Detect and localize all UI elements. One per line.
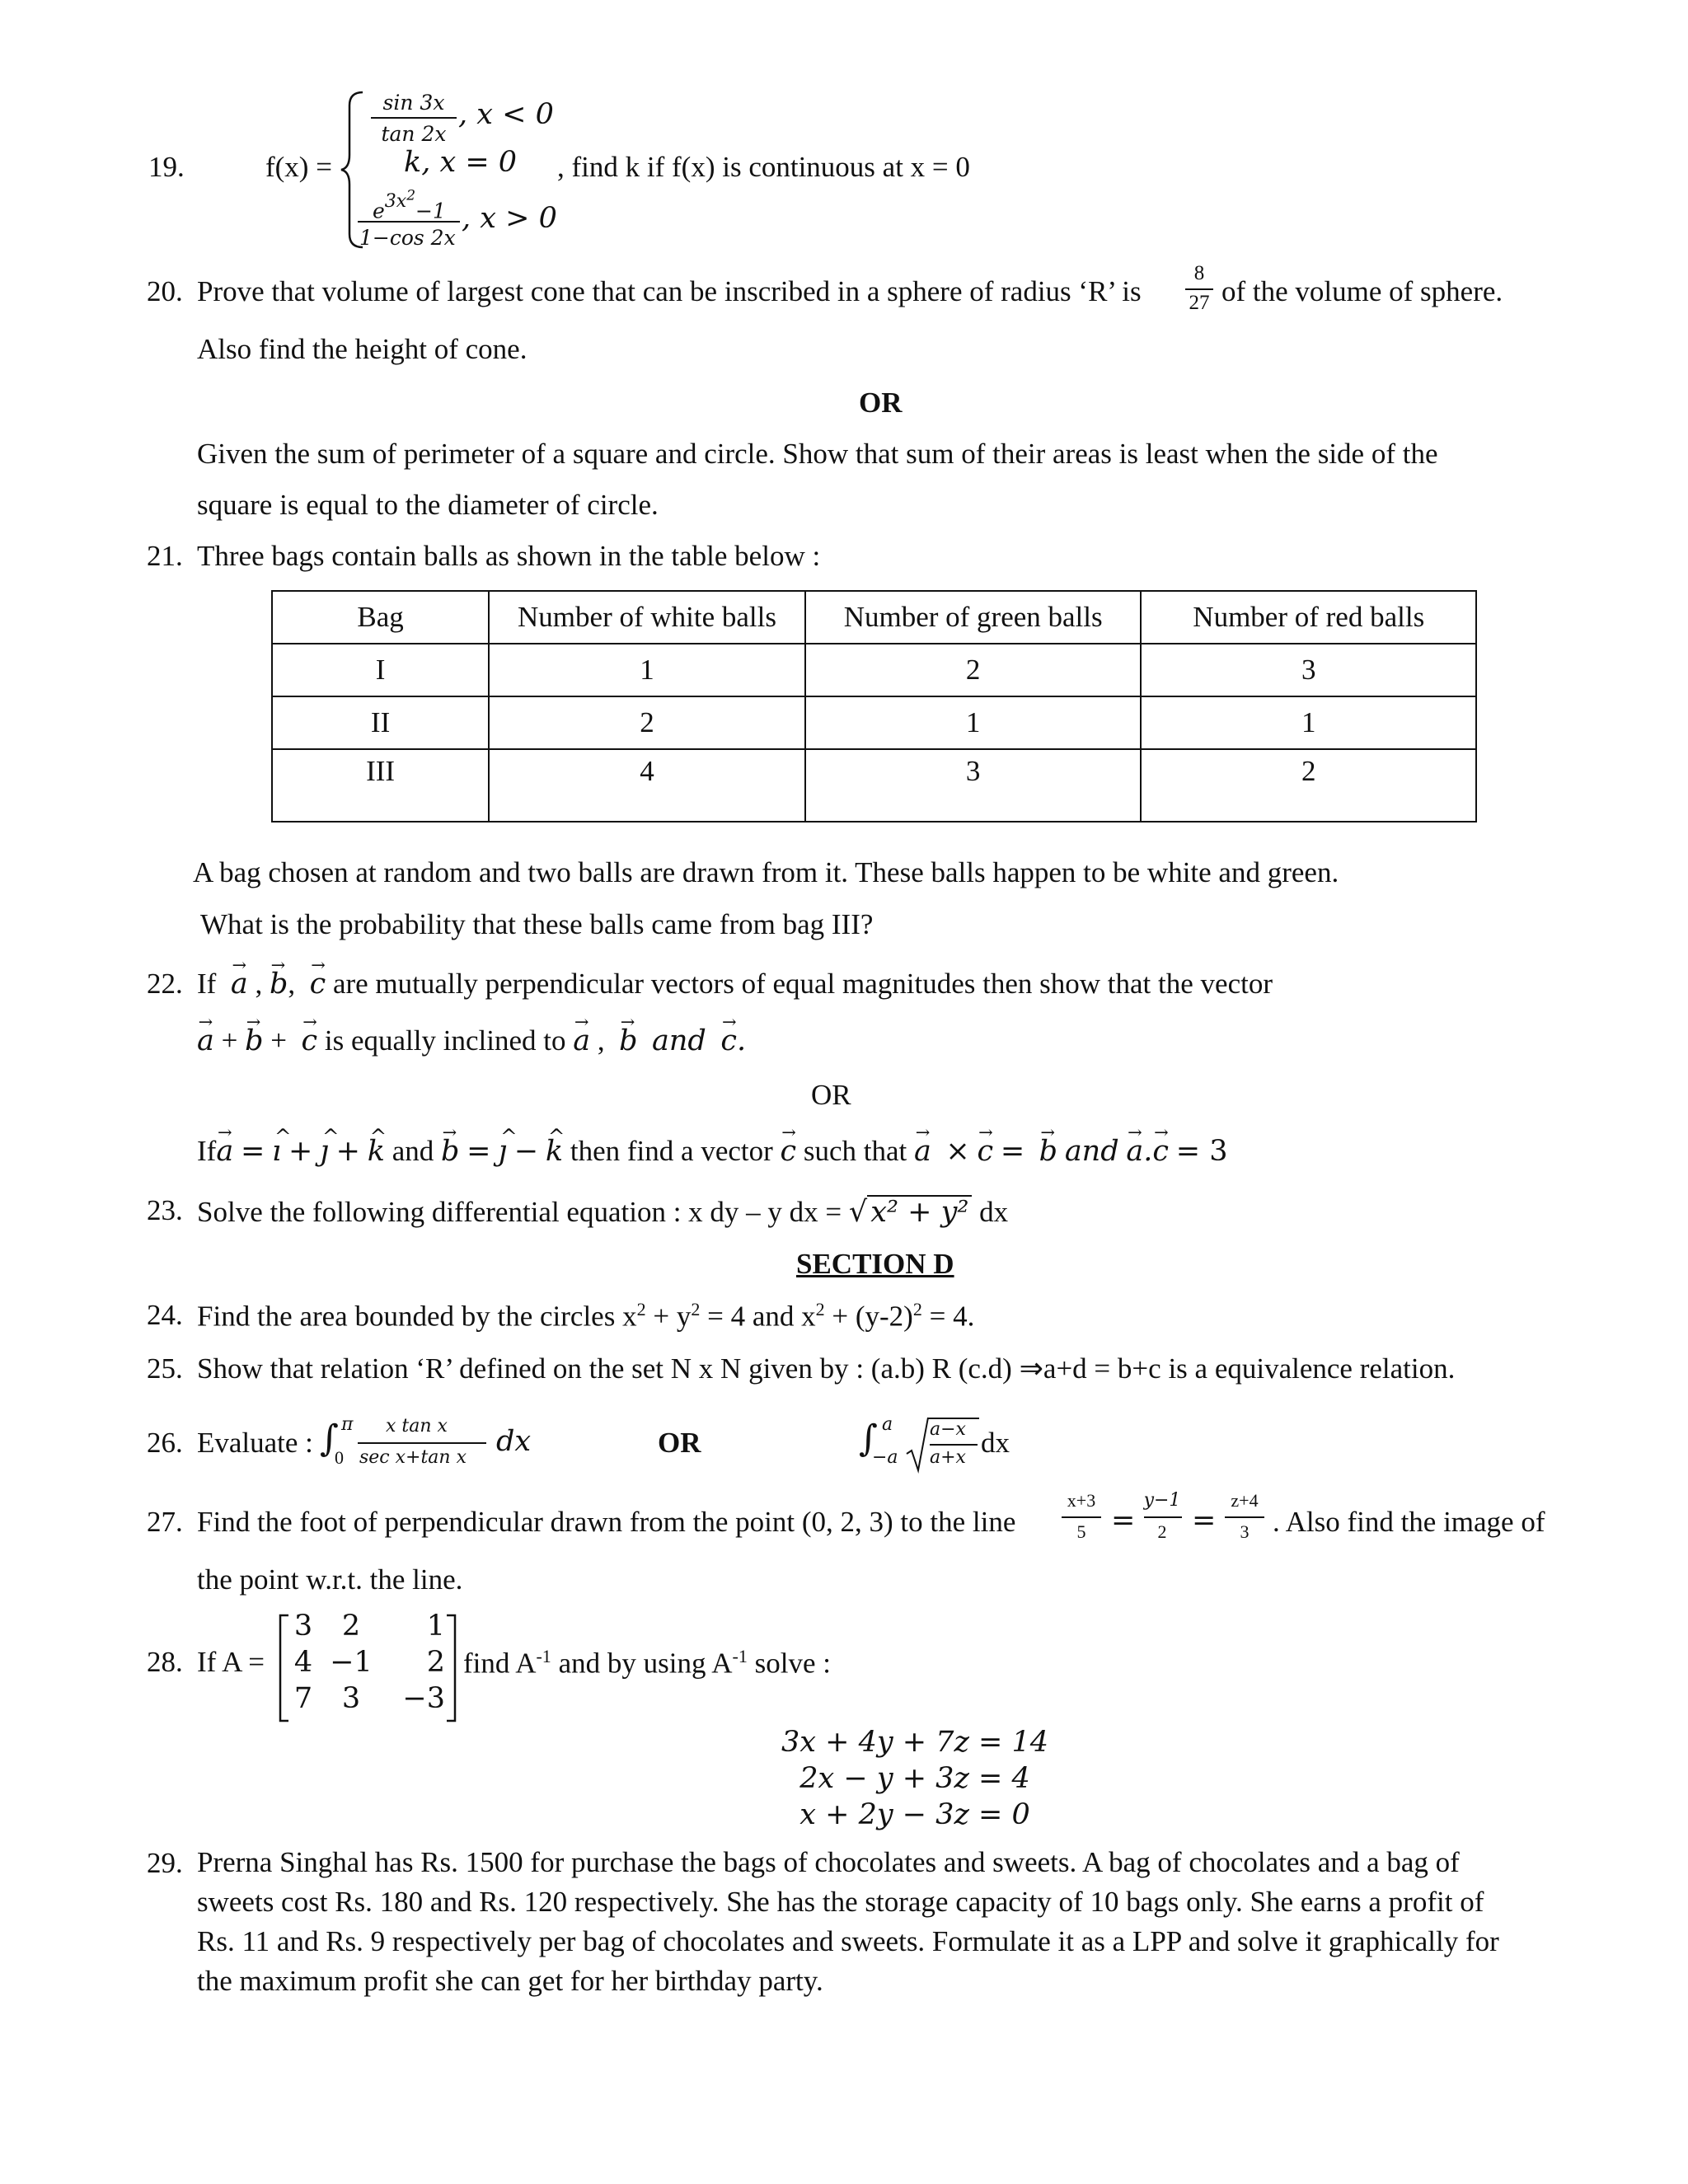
table-cell: 1: [805, 696, 1142, 749]
radical-icon: [905, 1416, 930, 1474]
table-cell: I: [272, 644, 489, 696]
integrand-numerator: x tan x: [386, 1416, 448, 1436]
table-row: [272, 644, 1476, 696]
table-cell: III: [272, 749, 489, 822]
case1-numerator: sin 3x: [382, 91, 445, 115]
equation: 2x − y + 3z = 4: [799, 1762, 1030, 1795]
question-number: 27.: [147, 1506, 183, 1538]
table-cell: 3: [805, 749, 1142, 822]
fraction-bar: [1144, 1516, 1182, 1518]
question-line: If → a , → b, → c are mutually perpendicular vectors of equal magnitudes then show that the vector: [197, 968, 1273, 1001]
question-text: Find the area bounded by the circles $x^2 + y^2 = 4$ and $x^2 + (y-2)^2 = 4$.: [197, 1299, 975, 1333]
fraction-denominator: 2: [1157, 1521, 1167, 1542]
matrix-row: 4 −1 2: [293, 1646, 445, 1679]
question-number: 19.: [148, 151, 185, 183]
question-text: . Also find the image of: [1273, 1506, 1545, 1538]
integral-icon: ∫: [859, 1418, 878, 1460]
fraction-bar: [1062, 1516, 1101, 1518]
or-separator: OR: [859, 387, 903, 419]
table-cell: 1: [1141, 696, 1476, 749]
integral-lower-limit: 0: [335, 1447, 344, 1468]
table-header: Number of red balls: [1141, 591, 1476, 644]
question-label: Evaluate :: [197, 1427, 313, 1459]
fraction-denominator: 27: [1189, 292, 1210, 314]
matrix-label: If A =: [197, 1646, 265, 1678]
vector-c: → c: [310, 968, 326, 1001]
question-text: find $A^{-1}$ and by using $A^{-1}$ solve :: [463, 1646, 831, 1680]
integrand-denominator: sec x+tan x: [359, 1447, 467, 1468]
fraction-numerator: z+4: [1231, 1490, 1259, 1511]
fraction-denominator: 3: [1240, 1521, 1250, 1542]
differential: dx: [496, 1425, 532, 1458]
case3-numerator: $e^{3x^2}-1$: [373, 188, 446, 223]
question-text: Also find the height of cone.: [197, 333, 528, 365]
or-separator: OR: [658, 1427, 701, 1459]
integrand-denominator: a+x: [930, 1447, 966, 1468]
case2: k, x = 0: [404, 146, 518, 179]
paragraph-line: sweets cost Rs. 180 and Rs. 120 respectively. She has the storage capacity of 10 bags only. She earns a profit of: [197, 1886, 1484, 1918]
table-cell: 2: [489, 696, 805, 749]
question-line: → a + → b + → c is equally inclined to → a , → b and → c.: [197, 1025, 746, 1057]
section-heading: SECTION D: [796, 1248, 954, 1280]
case1-denominator: tan 2x: [381, 122, 447, 146]
integral-upper-limit: π: [341, 1414, 354, 1435]
question-number: 23.: [147, 1194, 183, 1226]
case1-condition: , x < 0: [458, 98, 554, 131]
table-cell: 4: [489, 749, 805, 822]
question-text: What is the probability that these balls came from bag III?: [200, 908, 874, 940]
question-number: 20.: [147, 275, 183, 307]
question-number: 28.: [147, 1646, 183, 1678]
question-text: Find the foot of perpendicular drawn from the point (0, 2, 3) to the line: [197, 1506, 1016, 1538]
fraction-bar: [1225, 1516, 1264, 1518]
equals: =: [1192, 1504, 1217, 1537]
paragraph-line: Rs. 11 and Rs. 9 respectively per bag of chocolates and sweets. Formulate it as a LPP and solve it graphically for: [197, 1925, 1499, 1957]
question-text: the point w.r.t. the line.: [197, 1563, 463, 1596]
fraction-numerator: 8: [1193, 262, 1205, 284]
right-bracket-icon: [445, 1614, 458, 1722]
fraction-bar: [1185, 288, 1213, 290]
matrix-row: 3 2 1: [293, 1610, 445, 1643]
or-separator: OR: [811, 1079, 851, 1111]
case3-condition: , x > 0: [462, 202, 557, 235]
question-text: , find k if f(x) is continuous at x = 0: [557, 151, 970, 183]
question-number: 24.: [147, 1299, 183, 1331]
question-text: square is equal to the diameter of circle.: [197, 489, 659, 521]
question-number: 29.: [147, 1847, 183, 1879]
question-line: If→ a = ^ ı + ^ ȷ + ^ k and → b = ^ ȷ − ^ k then find a vector → c such that → a × → c = → b and → a.→ c = 3: [197, 1136, 1228, 1168]
question-number: 26.: [147, 1427, 183, 1459]
question-number: 25.: [147, 1352, 183, 1385]
fraction-numerator: y−1: [1143, 1490, 1181, 1511]
balls-table: [271, 590, 1477, 823]
fraction-numerator: x+3: [1067, 1490, 1096, 1511]
fraction-denominator: 5: [1076, 1521, 1086, 1542]
function-label: f(x) =: [265, 151, 332, 183]
equation: 3x + 4y + 7z = 14: [781, 1726, 1049, 1759]
integrand-numerator: a−x: [930, 1419, 966, 1440]
table-cell: 2: [805, 644, 1142, 696]
equals: =: [1111, 1504, 1136, 1537]
table-cell: II: [272, 696, 489, 749]
equation: x + 2y − 3z = 0: [799, 1798, 1030, 1831]
table-cell: 3: [1141, 644, 1476, 696]
fraction-bar: [930, 1444, 978, 1446]
table-header: Bag: [272, 591, 489, 644]
table-cell: 1: [489, 644, 805, 696]
vector-b: → b: [270, 968, 288, 1001]
paragraph-line: the maximum profit she can get for her birthday party.: [197, 1965, 823, 1997]
question-number: 21.: [147, 540, 183, 572]
integral-lower-limit: −a: [872, 1447, 898, 1468]
equation-system: [742, 1724, 1088, 1833]
integral-icon: ∫: [320, 1418, 339, 1460]
matrix-row: 7 3 −3: [293, 1682, 445, 1715]
question-number: 22.: [147, 968, 183, 1000]
vector-a: → a: [231, 968, 248, 1001]
table-row: [272, 749, 1476, 822]
table-row: [272, 696, 1476, 749]
question-text: Given the sum of perimeter of a square and circle. Show that sum of their areas is least when the side of the: [197, 438, 1438, 470]
fraction-bar: [358, 221, 460, 223]
question-text: Show that relation ‘R’ defined on the set N x N given by : (a.b) R (c.d) ⇒a+d = b+c is a equivalence relation.: [197, 1352, 1456, 1385]
fraction-bar: [358, 1442, 486, 1444]
paragraph-line: Prerna Singhal has Rs. 1500 for purchase the bags of chocolates and sweets. A bag of chocolates and a bag of: [197, 1846, 1460, 1878]
question-text: of the volume of sphere.: [1221, 275, 1503, 307]
square-root: x² + y²: [867, 1195, 972, 1229]
question-line: Solve the following differential equation : x dy – y dx = √ x² + y² dx: [197, 1196, 1009, 1229]
integral-upper-limit: a: [882, 1414, 893, 1435]
fraction-bar: [371, 117, 457, 119]
question-text: Three bags contain balls as shown in the table below :: [197, 540, 821, 572]
question-text: Prove that volume of largest cone that can be inscribed in a sphere of radius ‘R’ is: [197, 275, 1142, 307]
question-text: A bag chosen at random and two balls are drawn from it. These balls happen to be white and green.: [193, 856, 1339, 888]
table-header: Number of green balls: [805, 591, 1142, 644]
table-cell: 2: [1141, 749, 1476, 822]
table-header-row: [272, 591, 1476, 644]
question-paragraph: [197, 1843, 1499, 2001]
table-header: Number of white balls: [489, 591, 805, 644]
differential: dx: [981, 1427, 1010, 1459]
matrix-A: [285, 1610, 445, 1719]
case3-denominator: 1−cos 2x: [359, 226, 456, 250]
